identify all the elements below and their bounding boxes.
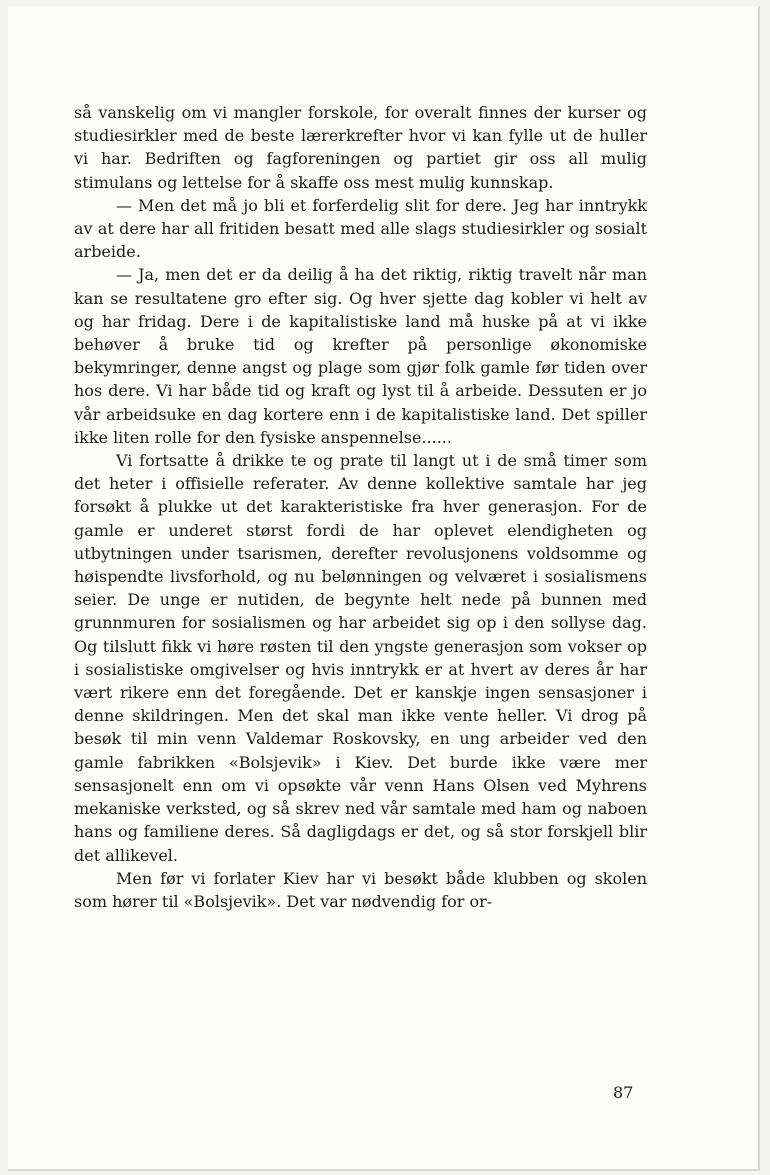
paragraph-1: så vanskelig om vi mangler forskole, for overalt finnes der kurser og studiesirkler med de beste lærerkrefter hvor vi kan fylle ut de huller vi har. Bedriften og fagforeningen og partiet gir oss all mulig stimulans og lettelse for å skaffe oss mest mulig kunnskap. <box>74 103 647 192</box>
paragraph-5: Men før vi forlater Kiev har vi besøkt både klubben og skolen som hører til «Bolsjevik». Det var nødvendig for or- <box>74 868 647 911</box>
page-number: 87 <box>613 1083 634 1102</box>
book-page <box>8 6 760 1171</box>
paragraph-4: Vi fortsatte å drikke te og prate til langt ut i de små timer som det heter i offisielle referater. Av denne kollektive samtale har jeg forsøkt å plukke ut det karakteristiske fra hver generasjon. For de gamle er underet størst fordi de har oplevet elendigheten og utbytningen under tsarismen, derefter revolusjonens voldsomme og høispendte livsforhold, og nu belønningen og velværet i sosialismens seier. De unge er nutiden, de begynte helt nede på bunnen med grunnmuren for sosialismen og har arbeidet sig op i den sollyse dag. Og tilslutt fikk vi høre røsten til den yngste generasjon som vokser op i sosialistiske omgivelser og hvis inntrykk er at hvert av deres år har vært rikere enn det foregående. Det er kanskje ingen sensasjoner i denne skildringen. Men det skal man ikke vente heller. Vi drog på besøk til min venn Valdemar Roskovsky, en ung arbeider ved den gamle fabrikken «Bolsjevik» i Kiev. Det burde ikke være mer sensasjonelt enn om vi opsøkte vår venn Hans Olsen ved Myhrens mekaniske verksted, og så skrev ned vår samtale med ham og naboen hans og familiene deres. Så dagligdags er det, og så stor forskjell blir det allikevel. <box>74 451 647 865</box>
body-text <box>74 101 647 913</box>
paragraph-2: — Men det må jo bli et forferdelig slit for dere. Jeg har inntrykk av at dere har all fritiden besatt med alle slags studiesirkler og sosialt arbeide. <box>74 195 647 262</box>
paragraph-3: — Ja, men det er da deilig å ha det riktig, riktig travelt når man kan se resultatene gro efter sig. Og hver sjette dag kobler vi helt av og har fridag. Dere i de kapitalistiske land må huske på at vi ikke behøver å bruke tid og krefter på personlige økonomiske bekymringer, denne angst og plage som gjør folk gamle før tiden over hos dere. Vi har både tid og kraft og lyst til å arbeide. Dessuten er jo vår arbeidsuke en dag kortere enn i de kapitalistiske land. Det spiller ikke liten rolle for den fysiske anspennelse...... <box>74 265 647 447</box>
